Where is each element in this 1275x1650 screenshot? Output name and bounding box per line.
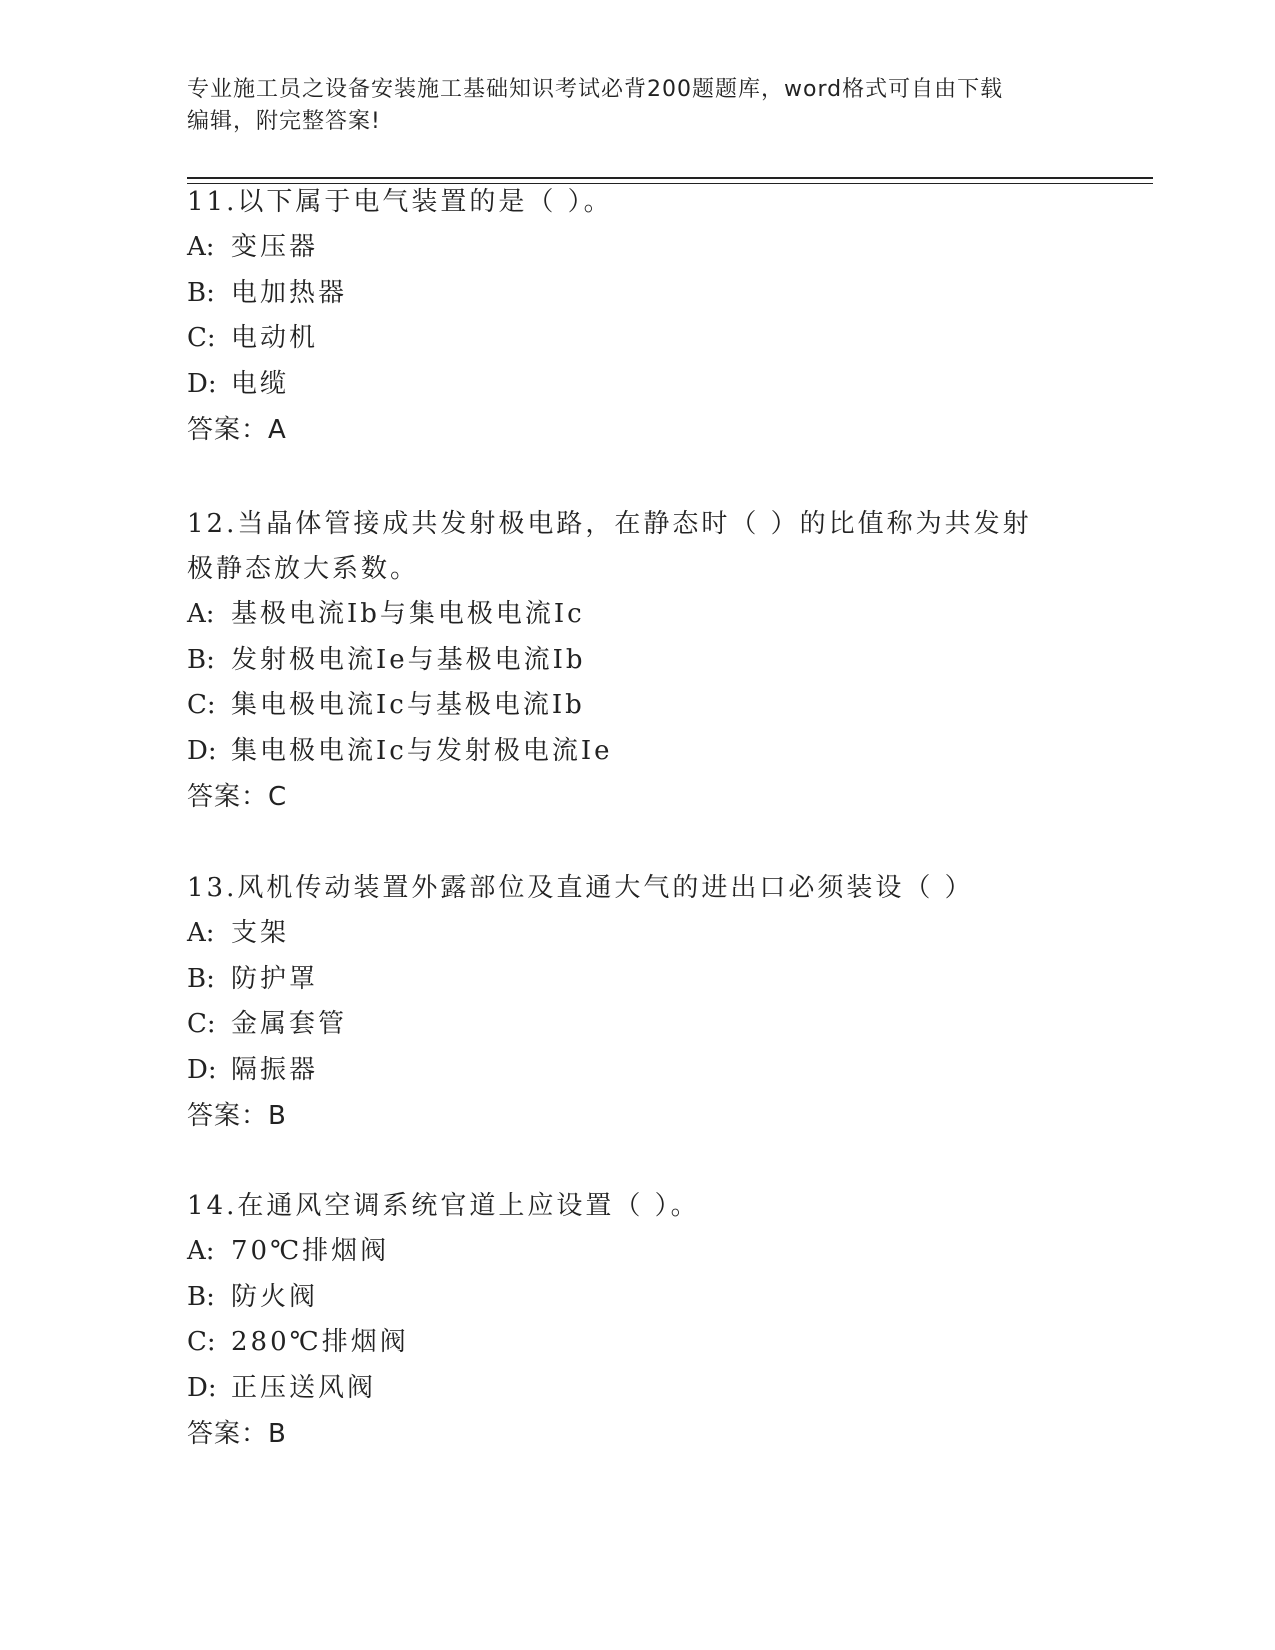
- option-letter: C:: [187, 1009, 216, 1039]
- option-b: [187, 271, 1087, 317]
- header-title-line-1: 专业施工员之设备安装施工基础知识考试必背200题题库，word格式可自由下载: [187, 77, 1004, 102]
- option-c: [187, 1002, 1087, 1048]
- option-text: 电加热器: [231, 277, 348, 308]
- option-letter: D:: [187, 1054, 217, 1085]
- answer-line: 答案：B: [187, 1419, 287, 1449]
- option-a: [187, 592, 1047, 638]
- option-c: [187, 316, 1087, 362]
- option-letter: B:: [187, 1281, 215, 1312]
- question-stem: 11.以下属于电气装置的是（ ）。: [187, 187, 613, 217]
- option-letter: C:: [187, 323, 216, 353]
- header-divider-thick: [187, 177, 1153, 179]
- option-text: 基极电流Ib与集电极电流Ic: [231, 599, 585, 629]
- question-13: [187, 866, 1087, 1139]
- option-d: [187, 1048, 1087, 1094]
- question-stem: 14.在通风空调系统官道上应设置（ ）。: [187, 1191, 700, 1221]
- option-letter: D:: [187, 735, 217, 766]
- question-12: [187, 502, 1047, 820]
- answer-line: 答案：C: [187, 782, 288, 812]
- option-text: 集电极电流Ic与发射极电流Ie: [231, 735, 613, 766]
- option-a: [187, 225, 1087, 271]
- option-text: 280℃排烟阀: [231, 1327, 409, 1357]
- question-stem: 13.风机传动装置外露部位及直通大气的进出口必须装设（ ）: [187, 873, 974, 903]
- option-b: [187, 1275, 1087, 1321]
- option-d: [187, 729, 1047, 775]
- option-a: [187, 1229, 1087, 1275]
- option-text: 集电极电流Ic与基极电流Ib: [231, 690, 585, 720]
- option-text: 防火阀: [231, 1281, 319, 1312]
- header-title-line-2: 编辑，附完整答案!: [187, 109, 381, 134]
- answer-line: 答案：B: [187, 1101, 287, 1131]
- option-letter: B:: [187, 963, 215, 994]
- question-stem: 12.当晶体管接成共发射极电路，在静态时（ ）的比值称为共发射极静态放大系数。: [187, 509, 1032, 584]
- option-c: [187, 1320, 1087, 1366]
- option-letter: A:: [187, 232, 215, 262]
- option-text: 变压器: [231, 232, 319, 262]
- question-11: [187, 180, 1087, 453]
- option-text: 隔振器: [231, 1054, 319, 1085]
- option-letter: A:: [187, 918, 215, 948]
- option-d: [187, 362, 1087, 408]
- document-header: [187, 74, 1067, 138]
- option-text: 电动机: [231, 323, 319, 353]
- question-14: [187, 1184, 1087, 1457]
- option-letter: A:: [187, 1236, 215, 1266]
- option-text: 正压送风阀: [231, 1372, 377, 1403]
- option-a: [187, 911, 1087, 957]
- answer-line: 答案：A: [187, 415, 287, 445]
- option-text: 防护罩: [231, 963, 319, 994]
- option-text: 金属套管: [231, 1009, 348, 1039]
- option-b: [187, 638, 1047, 684]
- option-letter: C:: [187, 1327, 216, 1357]
- option-text: 70℃排烟阀: [231, 1236, 390, 1266]
- option-d: [187, 1366, 1087, 1412]
- option-text: 电缆: [231, 368, 290, 399]
- option-letter: B:: [187, 644, 215, 675]
- option-b: [187, 957, 1087, 1003]
- option-letter: D:: [187, 368, 217, 399]
- option-letter: D:: [187, 1372, 217, 1403]
- option-letter: A:: [187, 599, 215, 629]
- option-text: 发射极电流Ie与基极电流Ib: [231, 644, 586, 675]
- option-c: [187, 683, 1047, 729]
- option-letter: B:: [187, 277, 215, 308]
- option-letter: C:: [187, 690, 216, 720]
- option-text: 支架: [231, 918, 290, 948]
